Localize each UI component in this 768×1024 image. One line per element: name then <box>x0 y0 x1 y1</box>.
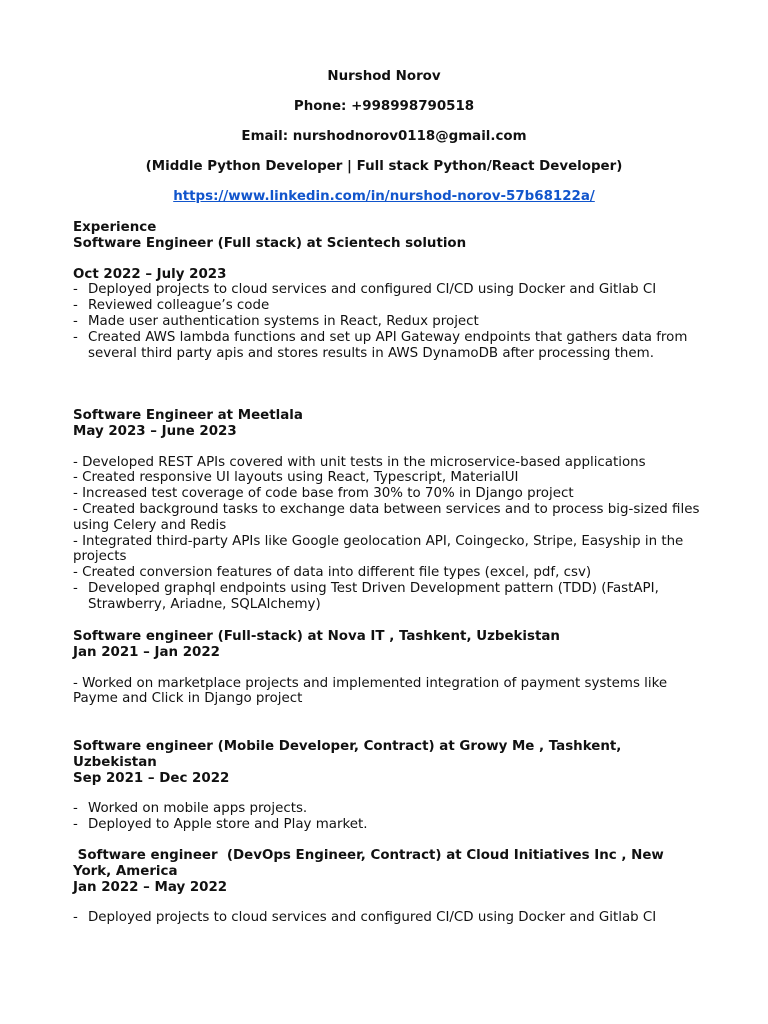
list-item: - Created conversion features of data into different file types (excel, pdf, csv) <box>73 565 592 581</box>
job-title: Software engineer (Mobile Developer, Contract) at Growy Me , Tashkent, Uzbekistan <box>73 739 622 770</box>
list-item: - Reviewed colleague’s code <box>73 298 703 314</box>
list-item: - Developed REST APIs covered with unit tests in the microservice-based applications <box>73 454 646 470</box>
job-title: Software Engineer (Full stack) at Scientech solution <box>73 235 467 251</box>
job-title: Software engineer (DevOps Engineer, Contract) at Cloud Initiatives Inc , New York, America <box>73 848 669 879</box>
job-meetlala <box>73 408 703 613</box>
list-item: - Made user authentication systems in React, Redux project <box>73 314 703 330</box>
job-nova-it <box>73 629 703 707</box>
job-cloud-initiatives <box>73 848 703 926</box>
job-dates: Oct 2022 – July 2023 <box>73 266 227 282</box>
list-item: - Increased test coverage of code base from 30% to 70% in Django project <box>73 486 574 502</box>
list-item: - Created background tasks to exchange data between services and to process big-sized files using Celery and Redis <box>73 501 700 533</box>
linkedin-link[interactable]: https://www.linkedin.com/in/nurshod-norov-57b68122a/ <box>173 189 595 204</box>
list-item: - Developed graphql endpoints using Test Driven Development pattern (TDD) (FastAPI, Strawberry, Ariadne, SQLAlchemy) <box>73 581 703 613</box>
job-growy-me <box>73 739 703 833</box>
candidate-name: Nurshod Norov <box>327 69 441 84</box>
experience-heading: Experience <box>73 220 157 235</box>
list-item: - Integrated third-party APIs like Google geolocation API, Coingecko, Stripe, Easyship in the projects <box>73 533 684 565</box>
linkedin-row <box>0 189 768 205</box>
job-dates: May 2023 – June 2023 <box>73 423 237 439</box>
list-item: - Created AWS lambda functions and set up API Gateway endpoints that gathers data from several third party apis and stores results in AWS DynamoDB after processing them. <box>73 330 703 362</box>
job-title: Software engineer (Full-stack) at Nova IT , Tashkent, Uzbekistan <box>73 629 560 644</box>
list-item: - Deployed projects to cloud services and configured CI/CD using Docker and Gitlab CI <box>73 910 703 926</box>
job-dates: Sep 2021 – Dec 2022 <box>73 770 230 786</box>
list-item: - Created responsive UI layouts using React, Typescript, MaterialUI <box>73 470 519 486</box>
job-title: Software Engineer at Meetlala <box>73 408 303 423</box>
job-dates: Jan 2022 – May 2022 <box>73 879 228 895</box>
list-item: - Deployed to Apple store and Play market. <box>73 817 703 833</box>
email-line: Email: nurshodnorov0118@gmail.com <box>241 129 527 144</box>
phone-line: Phone: +998998790518 <box>293 99 475 114</box>
job-scientech <box>73 220 703 361</box>
list-item: - Deployed projects to cloud services and configured CI/CD using Docker and Gitlab CI <box>73 282 703 298</box>
list-item: - Worked on marketplace projects and implemented integration of payment systems like Payme and Click in Django project <box>73 675 668 707</box>
job-dates: Jan 2021 – Jan 2022 <box>73 644 220 660</box>
list-item: - Worked on mobile apps projects. <box>73 801 703 817</box>
role-line: (Middle Python Developer | Full stack Python/React Developer) <box>145 159 623 174</box>
